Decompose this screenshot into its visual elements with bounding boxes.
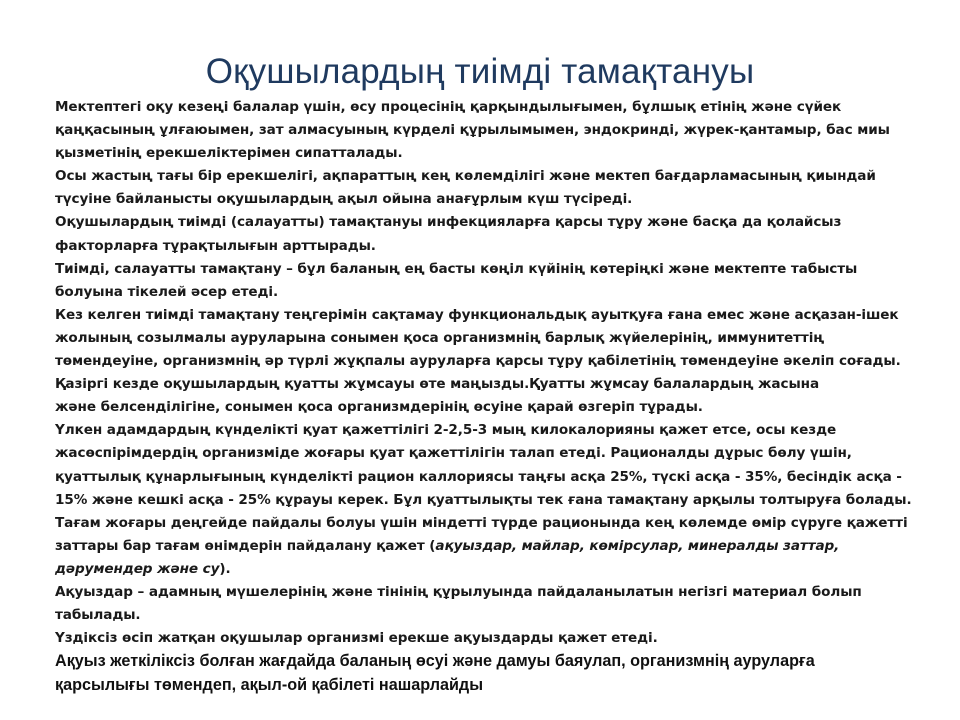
- body-line-with-italic: [55, 535, 925, 558]
- body-line-with-italic: [55, 558, 925, 581]
- body-line: Мектептегі оқу кезеңі балалар үшін, өсу процесінің қарқындылығымен, бұлшық етінің және сүйек: [55, 99, 842, 115]
- body-line: қаңқасының ұлғаюымен, зат алмасуының күрделі құрылымымен, эндокринді, жүрек-қантамыр, бас миы: [55, 122, 890, 139]
- body-line: қызметінің ерекшеліктерімен сипатталады.: [55, 145, 403, 162]
- body-line: Тағам жоғары деңгейде пайдалы болуы үшін міндетті түрде рационында кең көлемде өмір сүруге қажетті: [55, 514, 908, 531]
- body-line: және белсенділігіне, сонымен қоса организмдерінің өсуіне қарай өзгеріп тұрады.: [55, 399, 703, 416]
- body-line: Қазіргі кезде оқушылардың қуатты жұмсауы өте маңызды.Қуатты жұмсау балалардың жасына: [55, 376, 820, 393]
- body-line: Үздіксіз өсіп жатқан оқушылар организмі ерекше ақуыздарды қажет етеді.: [55, 630, 658, 647]
- body-line: факторларға тұрақтылығын арттырады.: [55, 237, 376, 254]
- line-text: заттары бар тағам өнімдерін пайдалану қажет (: [55, 537, 436, 554]
- body-line: Үлкен адамдардың күнделікті қуат қажеттілігі 2-2,5-3 мың килокалорияны қажет етсе, осы кезде: [55, 422, 837, 439]
- slide-body-text: [55, 96, 925, 697]
- closing-line: қарсылығы төмендеп, ақыл-ой қабілеті нашарлайды: [55, 675, 484, 694]
- body-line: Ақуыздар – адамның мүшелерінің және тінінің құрылуында пайдаланылатын негізгі материал болып: [55, 583, 862, 600]
- body-line: жасөспірімдердің организміде жоғары қуат қажеттілігін талап етеді. Рационалды дұрыс бөлу үшін,: [55, 445, 852, 462]
- body-line: Осы жастың тағы бір ерекшелігі, ақпараттың кең көлемділігі және мектеп бағдарламасының қиындай: [55, 168, 876, 185]
- body-line: жолының созылмалы ауруларына сонымен қоса организмнің барлық жүйелерінің, иммунитеттің: [55, 329, 825, 346]
- body-line: Тиімді, салауатты тамақтану – бұл баланың ең басты көңіл күйінің көтеріңкі және мектепте табысты: [55, 260, 858, 277]
- italic-text: ақуыздар, майлар, көмірсулар, минералды заттар,: [435, 537, 840, 554]
- body-line: болуына тікелей әсер етеді.: [55, 283, 279, 300]
- body-line: Кез келген тиімді тамақтану теңгерімін сақтамау функциональдық ауытқуға ғана емес және асқазан-ішек: [55, 306, 899, 323]
- line-text: ).: [219, 560, 231, 577]
- italic-text: дәрумендер және су: [55, 560, 220, 577]
- body-line: төмендеуіне, организмнің әр түрлі жұқпалы ауруларға қарсы тұру қабілетінің төмендеуіне әкеліп соғады.: [55, 353, 901, 370]
- closing-line: Ақуыз жеткіліксіз болған жағдайда баланың өсуі және дамуы баяулап, организмнің ауруларға: [55, 652, 815, 671]
- body-line: түсуіне байланысты оқушылардың ақыл ойына анағұрлым күш түсіреді.: [55, 191, 633, 208]
- body-line: табылады.: [55, 607, 141, 624]
- slide-title: Оқушылардың тиімді тамақтануы: [205, 52, 755, 91]
- body-line: Оқушылардың тиімді (салауатты) тамақтануы инфекцияларға қарсы тұру және басқа да қолайсыз: [55, 214, 842, 231]
- body-line: қуаттылық құнарлығының күнделікті рацион каллориясы таңғы асқа 25%, түскі асқа - 35%, бесіндік асқа -: [55, 468, 902, 485]
- body-line: 15% және кешкі асқа - 25% құрауы керек. Бұл қуаттылықты тек ғана тамақтану арқылы толтыруға болады.: [55, 491, 912, 508]
